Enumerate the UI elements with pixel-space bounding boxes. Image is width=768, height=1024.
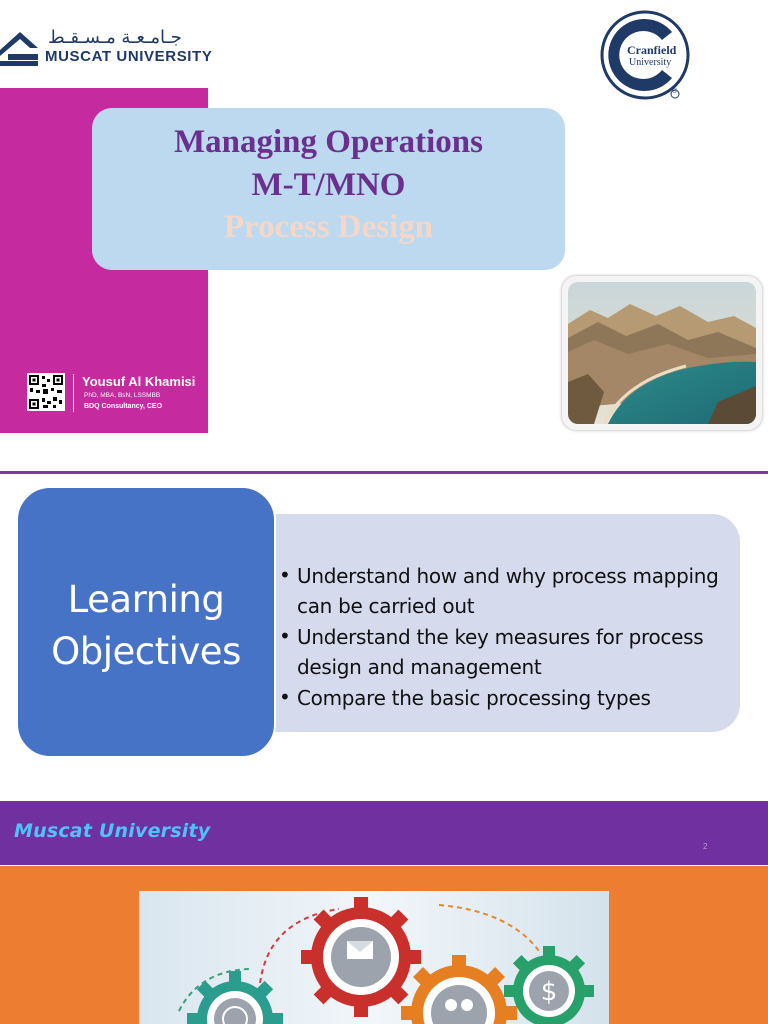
objective-item: • Compare the basic processing types <box>278 684 736 714</box>
author-credentials: PhD, MBA, BsN, LSSMBB <box>84 392 161 399</box>
cranfield-logo <box>590 10 700 102</box>
page-number: 2 <box>703 842 708 851</box>
course-code: M-T/MNO <box>251 167 406 203</box>
course-title: Managing Operations <box>174 124 483 160</box>
gear-icon <box>301 897 421 1017</box>
author-role: BDQ Consultancy, CEO <box>84 403 163 410</box>
title-box <box>92 108 565 270</box>
muscat-university-logo-icon <box>0 28 44 68</box>
cranfield-name-line1: Cranfield <box>627 43 677 57</box>
objective-item: • Understand how and why process mapping can be carried out <box>278 562 736 621</box>
slide-1 <box>0 0 768 458</box>
coastal-mountain-photo <box>562 276 762 430</box>
lecture-subtitle: Process Design <box>223 209 434 245</box>
qr-code-icon <box>27 373 65 411</box>
learning-objectives-heading-box <box>16 486 276 758</box>
heading-line-2: Objectives <box>51 630 241 673</box>
university-english-name: MUSCAT UNIVERSITY <box>45 48 213 65</box>
cranfield-name-line2: University <box>629 57 672 68</box>
author-divider <box>73 374 74 412</box>
registered-mark: ® <box>672 88 678 95</box>
slide-separator <box>0 471 768 474</box>
heading-line-1: Learning <box>67 578 225 621</box>
process-gears-illustration <box>139 891 609 1024</box>
svg-text:$: $ <box>540 977 558 1007</box>
footer-university-name: Muscat University <box>14 820 211 842</box>
university-arabic-name: جـامـعـة مـسـقـط <box>48 27 182 48</box>
learning-objectives-heading <box>18 574 274 678</box>
author-name: Yousuf Al Khamisi <box>82 374 196 389</box>
objective-item: • Understand the key measures for process design and management <box>278 623 736 682</box>
objectives-list <box>278 562 736 716</box>
